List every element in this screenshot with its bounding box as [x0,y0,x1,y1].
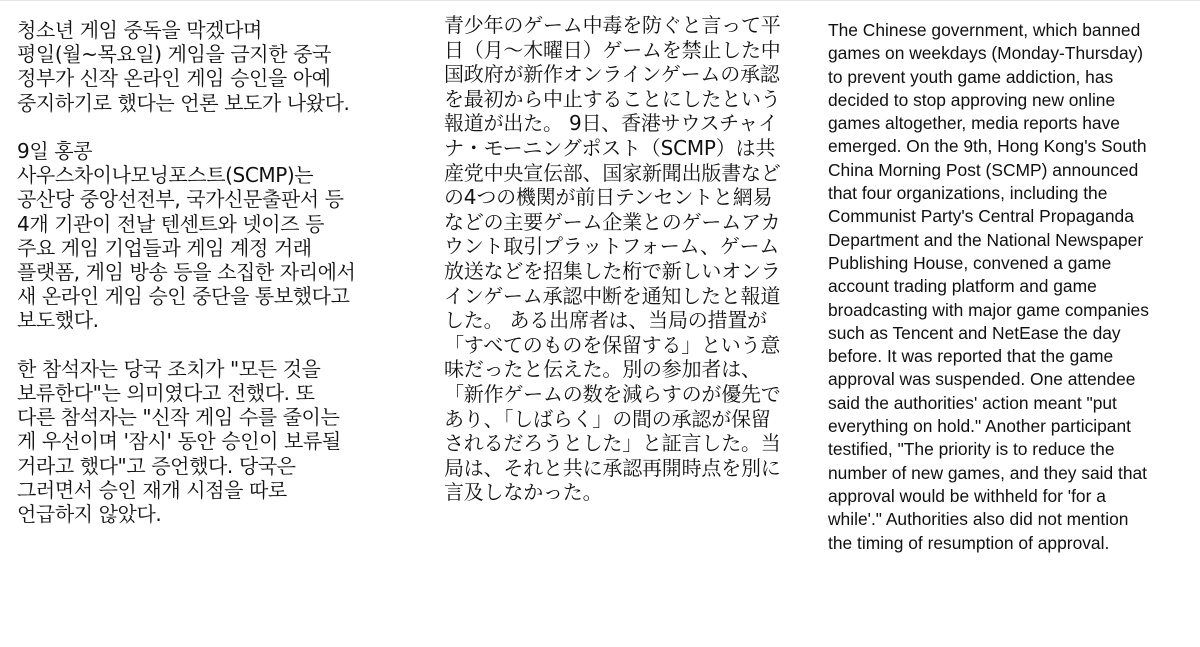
japanese-column [444,13,816,505]
japanese-text: 青少年のゲーム中毒を防ぐと言って平 日（月～木曜日）ゲームを禁止した中 国政府が新作オンラインゲームの承認 を最初から中止することにしたという 報道が出た。 9日、香港サウスチャイ ナ・モーニングポスト（SCMP）は共 産党中央宣伝部、国家新聞出版書など の4つの機関が前日テンセントと網易 などの主要ゲーム企業とのゲームアカ ウント取引プラットフォーム、ゲーム 放送などを招集した桁で新しいオンラ インゲーム承認中断を通知したと報道 した。 ある出席者は、当局の措置が 「すべてのものを保留する」という意 味だったと伝えた。別の参加者は、 「新作ゲームの数を減らすのが優先で あり、「しばらく」の間の承認が保留 されるだろうとした」と証言した。当 局は、それと共に承認再開時点を別に 言及しなかった。 [444,13,781,505]
korean-paragraph-1: 청소년 게임 중독을 막겠다며 평일(월~목요일) 게임을 금지한 중국 정부가 신작 온라인 게임 승인을 아예 중지하기로 했다는 언론 보도가 나왔다. [17,18,350,115]
korean-column [17,18,429,526]
korean-paragraph-3: 한 참석자는 당국 조치가 "모든 것을 보류한다"는 의미였다고 전했다. 또 다른 참석자는 "신작 게임 수를 줄이는 게 우선이며 '잠시' 동안 승인이 보류될 거라고 했다"고 증언했다. 당국은 그러면서 승인 재개 시점을 따로 언급하지 않았다. [17,356,341,527]
translation-page [0,1,1200,647]
korean-paragraph-2: 9일 홍콩 사우스차이나모닝포스트(SCMP)는 공산당 중앙선전부, 국가신문출판서 등 4개 기관이 전날 텐센트와 넷이즈 등 주요 게임 기업들과 게임 계정 거래 플랫폼, 게임 방송 등을 소집한 자리에서 새 온라인 게임 승인 중단을 통보했다고 보도했다. [17,139,356,333]
english-column [828,19,1198,555]
english-text: The Chinese government, which banned games on weekdays (Monday-Thursday) to prevent youth game addiction, has decided to stop approving new online games altogether, media reports have emerged. On the 9th, Hong Kong's South China Morning Post (SCMP) announced that four organizations, including the Communist Party's Central Propaganda Department and the National Newspaper Publishing House, convened a game account trading platform and game broadcasting with major game companies such as Tencent and NetEase the day before. It was reported that the game approval was suspended. One attendee said the authorities' action meant "put everything on hold." Another participant testified, "The priority is to reduce the number of new games, and they said that approval would be withheld for 'for a while'." Authorities also did not mention the timing of resumption of approval. [828,20,1149,553]
